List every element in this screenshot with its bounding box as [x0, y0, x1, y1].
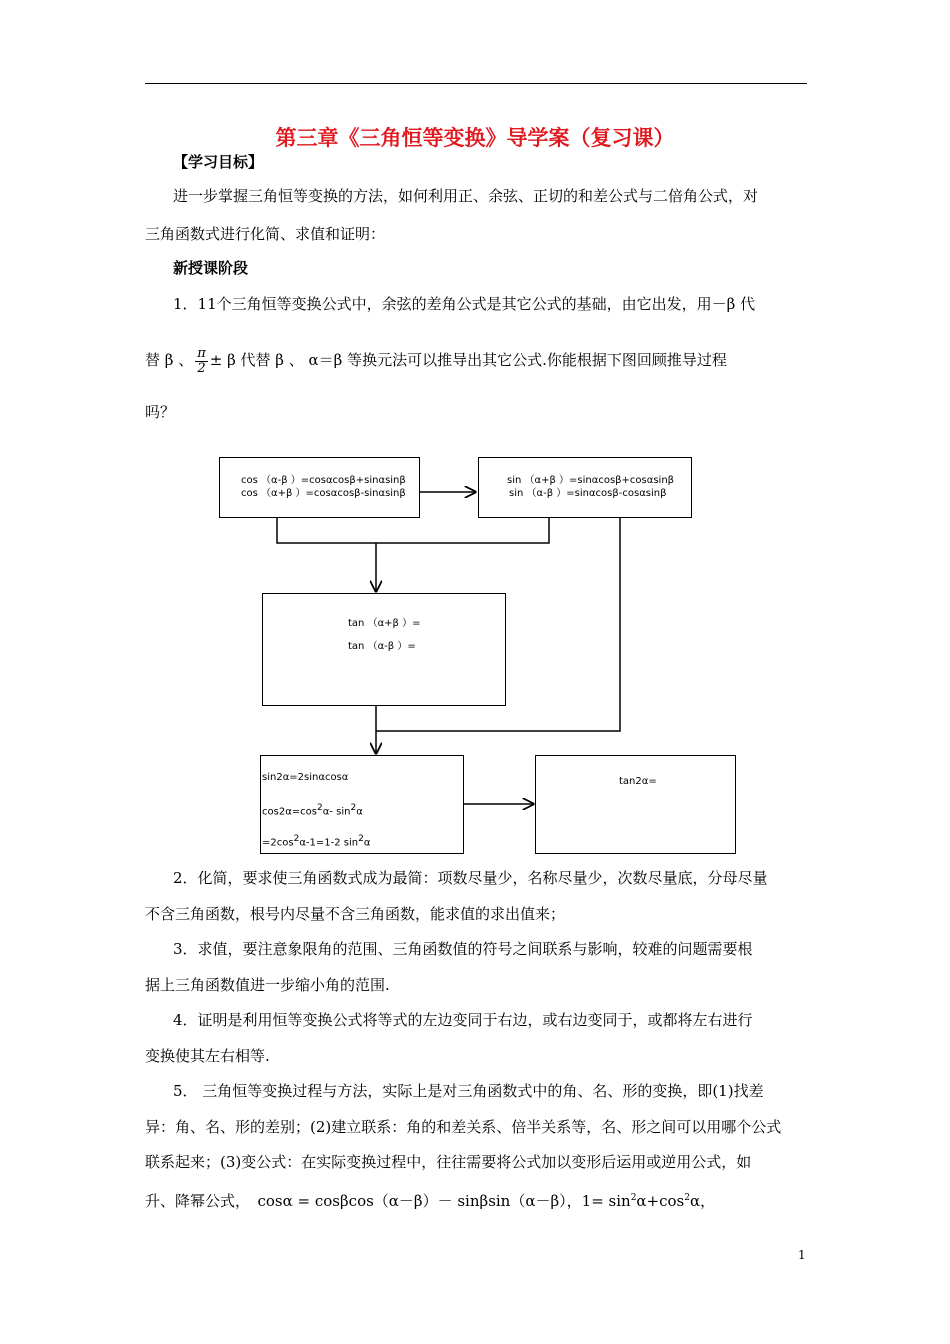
goal-line-2: 三角函数式进行化简、求值和证明：	[145, 225, 386, 243]
document-title: 第三章《三角恒等变换》导学案（复习课）	[275, 126, 675, 150]
goal-line-1: 进一步掌握三角恒等变换的方法，如何利用正、余弦、正切的和差公式与二倍角公式，对	[173, 187, 759, 205]
cos-diff-formula: cos （α-β ）=cosαcosβ+sinαsinβ	[241, 475, 406, 486]
section-heading-new-lesson: 新授课阶段	[173, 259, 249, 277]
connector-top-boxes	[277, 518, 549, 543]
cos2a-alt-formula: $=2\cos^2\alpha-1=1-2$ $\sin^2\alpha$	[262, 834, 371, 849]
fraction-numerator: π	[197, 345, 206, 361]
cos2a-formula: $\cos 2\alpha=\cos^2\alpha-$ $\sin^2\alpha$	[262, 803, 363, 818]
para5-line-3: 联系起来；(3)变公式：在实际变换过程中，往往需要将公式加以变形后运用或逆用公式，如	[145, 1153, 752, 1171]
para2-line-1: 2．化简，要求使三角函数式成为最简：项数尽量少，名称尽量少，次数尽量底，分母尽量	[173, 869, 768, 887]
para4-line-2: 变换使其左右相等.	[145, 1047, 270, 1065]
sin-diff-formula: sin （α-β ）=sinαcosβ-cosαsinβ	[509, 488, 667, 499]
section-heading-goals: 【学习目标】	[173, 153, 264, 171]
sin-sum-formula: sin （α+β ）=sinαcosβ+cosαsinβ	[507, 475, 675, 486]
box-tan-formulas	[262, 593, 506, 706]
box-tan2a-formula	[535, 755, 736, 854]
para1-text-b: ± β 代替 β 、 α＝β 等换元法可以推导出其它公式.你能根据下图回顾推导过程	[209, 351, 727, 369]
para2-line-2: 不含三角函数，根号内尽量不含三角函数，能求值的求出值来；	[145, 905, 566, 923]
tan-sum-formula: tan （α+β ）=	[348, 618, 421, 629]
box-double-angle-formulas	[260, 755, 464, 854]
tan2a-formula: tan2α=	[619, 776, 657, 787]
para3-line-2: 据上三角函数值进一步缩小角的范围.	[145, 976, 390, 994]
cos-sum-formula: cos （α+β ）=cosαcosβ-sinαsinβ	[241, 488, 406, 499]
fraction-denominator: 2	[197, 360, 206, 376]
para3-line-1: 3．求值，要注意象限角的范围、三角函数值的符号之间联系与影响，较难的问题需要根	[173, 940, 753, 958]
para4-line-1: 4．证明是利用恒等变换公式将等式的左边变同于右边，或右边变同于，或都将左右进行	[173, 1011, 753, 1029]
box-cos-formulas	[219, 457, 420, 518]
sin2a-formula: sin2α=2sinαcosα	[262, 772, 349, 783]
para5-line-1: 5． 三角恒等变换过程与方法，实际上是对三角函数式中的角、名、形的变换，即(1)找差	[173, 1082, 764, 1100]
para1-line-1: 1．11个三角恒等变换公式中，余弦的差角公式是其它公式的基础，由它出发，用－β 代	[173, 295, 756, 313]
tan-diff-formula: tan （α-β ）=	[348, 641, 416, 652]
page-number: 1	[798, 1248, 806, 1262]
para5-line-4: 升、降幂公式， cosα = cosβcos（α－β）－ sinβsin（α－β），$1= \sin^2\alpha+\cos^2\alpha$，	[145, 1192, 716, 1210]
para1-line-3: 吗？	[145, 403, 176, 421]
box-sin-formulas	[478, 457, 692, 518]
para1-text-a: 替 β 、	[145, 351, 194, 369]
para5-line-2: 异：角、名、形的差别；(2)建立联系：角的和差关系、倍半关系等，名、形之间可以用哪个公式	[145, 1118, 782, 1136]
